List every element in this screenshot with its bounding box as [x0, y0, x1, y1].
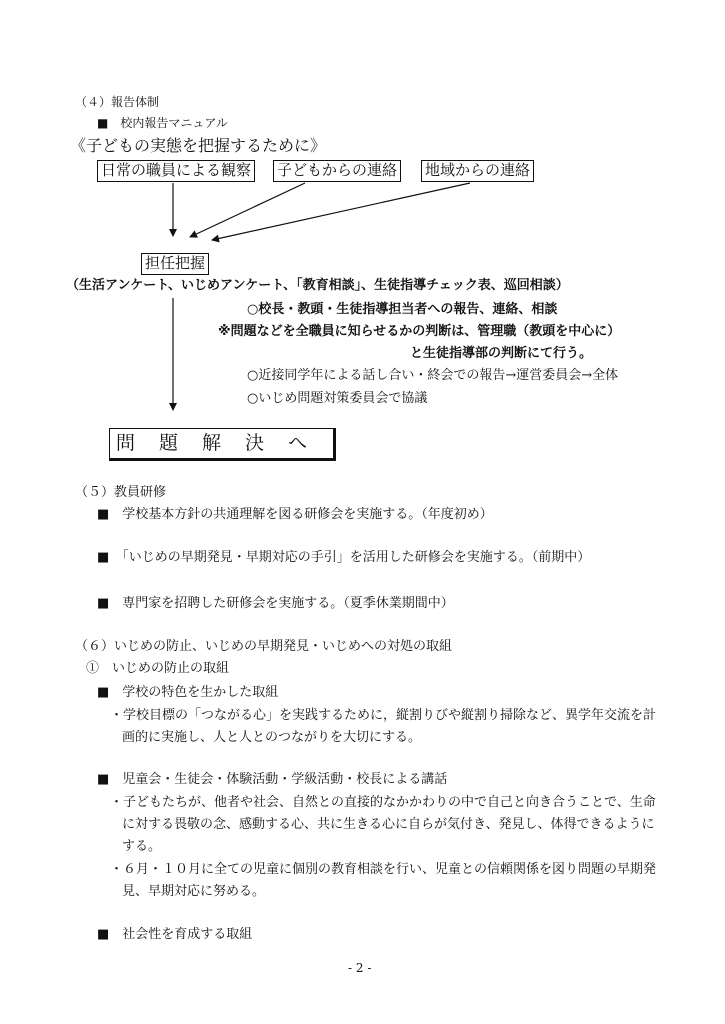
section-title: 《子どもの実態を把握するために》	[70, 136, 327, 155]
training-item-1: ■ 学校基本方針の共通理解を図る研修会を実施する。（年度初め）	[97, 507, 493, 522]
prevention-sub-heading: ① いじめの防止の取組	[86, 661, 230, 676]
report-system-heading: （４）報告体制	[75, 95, 160, 109]
flow-line-1: ○近接同学年による話し合い・終会での報告→運営委員会→全体	[247, 368, 619, 383]
box-teacher-grasp: 担任把握	[141, 253, 209, 275]
arrow-region-to-teacher	[212, 183, 470, 240]
prevention-heading: （６）いじめの防止、いじめの早期発見・いじめへの対処の取組	[75, 639, 453, 654]
item2-line-3: する。	[122, 839, 162, 854]
resolve-box: 問題解決へ	[109, 428, 336, 461]
report-line: ○校長・教頭・生徒指導担当者への報告、連絡、相談	[247, 302, 558, 317]
item1-title: ■ 学校の特色を生かした取組	[97, 685, 279, 700]
manual-label: ■ 校内報告マニュアル	[97, 116, 228, 130]
item3-title: ■ 社会性を育成する取組	[97, 927, 253, 942]
survey-line: （生活アンケート、いじめアンケート、「教育相談」、生徒指導チェック表、巡回相談）	[66, 278, 569, 293]
item1-line-2: 画的に実施し、人と人とのつながりを大切にする。	[122, 730, 422, 745]
training-item-3: ■ 専門家を招聘した研修会を実施する。（夏季休業期間中）	[97, 596, 454, 611]
item2-line-2: に対する畏敬の念、感動する心、共に生きる心に自らが気付き、発見し、体得できるように	[122, 817, 655, 832]
item2-line-4: ・６月・１０月に全ての児童に個別の教育相談を行い、児童との信頼関係を図り問題の早期発	[110, 862, 657, 877]
box-region-contact: 地域からの連絡	[421, 160, 534, 182]
note-line-2: と生徒指導部の判断にて行う。	[410, 346, 593, 361]
page-number: - 2 -	[348, 961, 372, 975]
note-line-1: ※問題などを全職員に知らせるかの判断は、管理職（教頭を中心に）	[218, 324, 621, 339]
training-item-2: ■ 「いじめの早期発見・早期対応の手引」を活用した研修会を実施する。（前期中）	[97, 550, 591, 565]
item2-title: ■ 児童会・生徒会・体験活動・学級活動・校長による講話	[97, 772, 448, 787]
arrow-child-to-teacher	[190, 183, 305, 237]
flow-line-2: ○いじめ問題対策委員会で協議	[247, 391, 428, 406]
training-heading: （５）教員研修	[75, 485, 167, 500]
item2-line-1: ・子どもたちが、他者や社会、自然との直接的なかかわりの中で自己と向き合うことで、生命	[110, 795, 656, 810]
item2-line-5: 見、早期対応に努める。	[122, 884, 266, 899]
item1-line-1: ・学校目標の「つながる心」を実践するために，縦割りびや縦割り掃除など、異学年交流を計	[110, 708, 657, 723]
box-child-contact: 子どもからの連絡	[273, 160, 401, 182]
box-staff-observation: 日常の職員による観察	[97, 160, 255, 182]
